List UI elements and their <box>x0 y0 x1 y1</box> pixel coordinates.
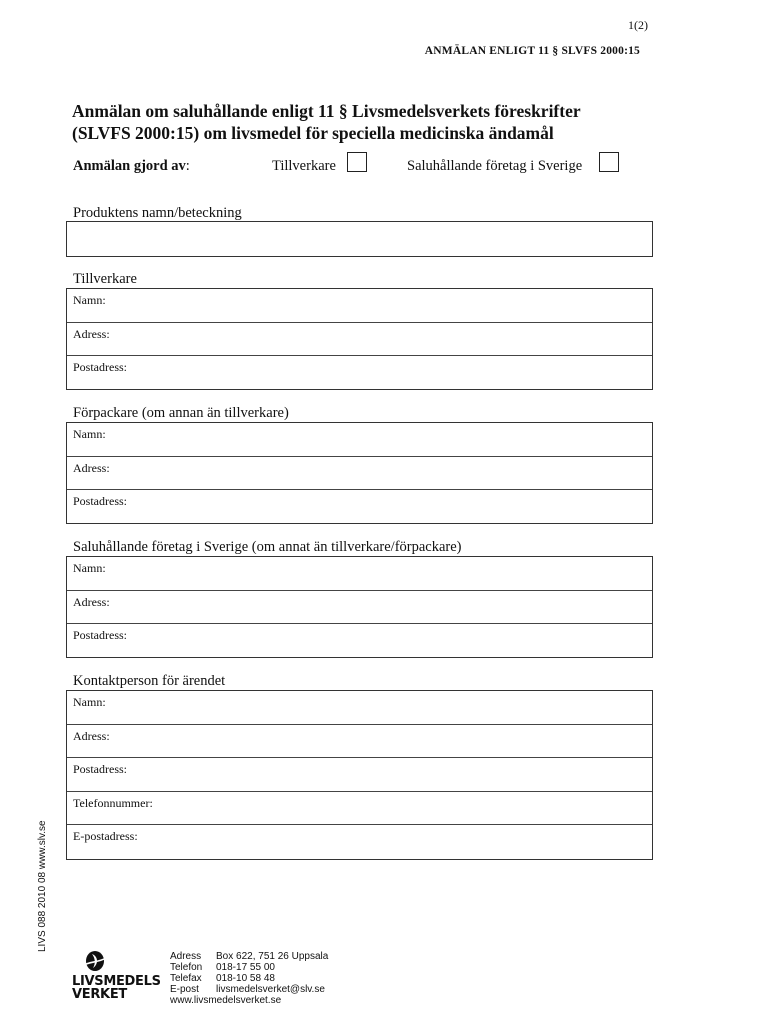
packer-box <box>66 422 653 524</box>
packer-postal-field[interactable] <box>67 490 652 524</box>
footer-email-link[interactable]: livsmedelsverket@slv.se <box>216 984 325 995</box>
field-label: Postadress: <box>73 360 127 374</box>
footer-value: Box 622, 751 26 Uppsala <box>216 951 329 962</box>
seller-section-label: Saluhållande företag i Sverige (om annat än tillverkare/förpackare) <box>73 539 462 555</box>
contact-email-field[interactable] <box>67 825 652 859</box>
option-seller-label: Saluhållande företag i Sverige <box>407 158 583 174</box>
contact-section-label: Kontaktperson för ärendet <box>73 673 226 689</box>
footer-label: Adress <box>170 951 202 962</box>
manufacturer-section-label: Tillverkare <box>73 271 137 287</box>
form-reference: ANMÄLAN ENLIGT 11 § SLVFS 2000:15 <box>424 45 640 57</box>
footer-value: 018-17 55 00 <box>216 962 275 973</box>
footer-website-link[interactable]: www.livsmedelsverket.se <box>170 995 282 1006</box>
product-name-field[interactable] <box>66 221 653 257</box>
product-label: Produktens namn/beteckning <box>73 205 242 221</box>
logo-mark-icon <box>78 949 112 973</box>
seller-address-field[interactable] <box>67 591 652 625</box>
contact-postal-field[interactable] <box>67 758 652 792</box>
contact-phone-field[interactable] <box>67 792 652 826</box>
seller-name-field[interactable] <box>67 557 652 591</box>
title-line-1: Anmälan om saluhållande enligt 11 § Livsmedelsverkets föreskrifter <box>72 101 581 121</box>
page-number: 1(2) <box>628 18 648 32</box>
made-by-label-text: Anmälan gjord av <box>73 158 186 174</box>
field-label: Namn: <box>73 561 106 575</box>
logo-line-2: VERKET <box>72 987 127 1002</box>
packer-name-field[interactable] <box>67 423 652 457</box>
field-label: Adress: <box>73 460 110 475</box>
manufacturer-box <box>66 288 653 390</box>
contact-box <box>66 690 653 860</box>
manufacturer-checkbox[interactable] <box>347 152 367 172</box>
field-label: Telefonnummer: <box>73 795 153 810</box>
title-line-2: (SLVFS 2000:15) om livsmedel för speciella medicinska ändamål <box>72 123 554 143</box>
field-label: Namn: <box>73 293 106 307</box>
made-by-colon: : <box>185 158 190 174</box>
field-label: Postadress: <box>73 494 127 508</box>
footer-row-fax <box>170 973 328 984</box>
footer-label: Telefon <box>170 962 203 973</box>
manufacturer-postal-field[interactable] <box>67 356 652 390</box>
contact-name-field[interactable] <box>67 691 652 725</box>
footer-row-email <box>170 984 328 995</box>
manufacturer-address-field[interactable] <box>67 323 652 357</box>
packer-address-field[interactable] <box>67 457 652 491</box>
field-label: E-postadress: <box>73 829 138 843</box>
footer-row-phone <box>170 962 328 973</box>
manufacturer-name-field[interactable] <box>67 289 652 323</box>
footer-label: Telefax <box>170 973 202 984</box>
field-label: Namn: <box>73 695 106 709</box>
logo-line-1: LIVSMEDELS <box>72 974 161 989</box>
contact-address-field[interactable] <box>67 725 652 759</box>
field-label: Adress: <box>73 728 110 743</box>
footer-contact <box>170 951 328 1006</box>
field-label: Postadress: <box>73 762 127 776</box>
seller-box <box>66 556 653 658</box>
footer-row-address <box>170 951 328 962</box>
field-label: Namn: <box>73 427 106 441</box>
footer-value: 018-10 58 48 <box>216 973 275 984</box>
packer-section-label: Förpackare (om annan än tillverkare) <box>73 405 289 421</box>
seller-checkbox[interactable] <box>599 152 619 172</box>
field-label: Adress: <box>73 594 110 609</box>
footer-label: E-post <box>170 984 199 995</box>
page-title <box>72 100 662 144</box>
agency-logo <box>72 949 161 1005</box>
side-form-code: LIVS 088 2010 08 www.slv.se <box>37 820 48 952</box>
option-manufacturer-label: Tillverkare <box>272 158 336 174</box>
made-by-label <box>73 158 190 175</box>
seller-postal-field[interactable] <box>67 624 652 658</box>
field-label: Postadress: <box>73 628 127 642</box>
field-label: Adress: <box>73 326 110 341</box>
